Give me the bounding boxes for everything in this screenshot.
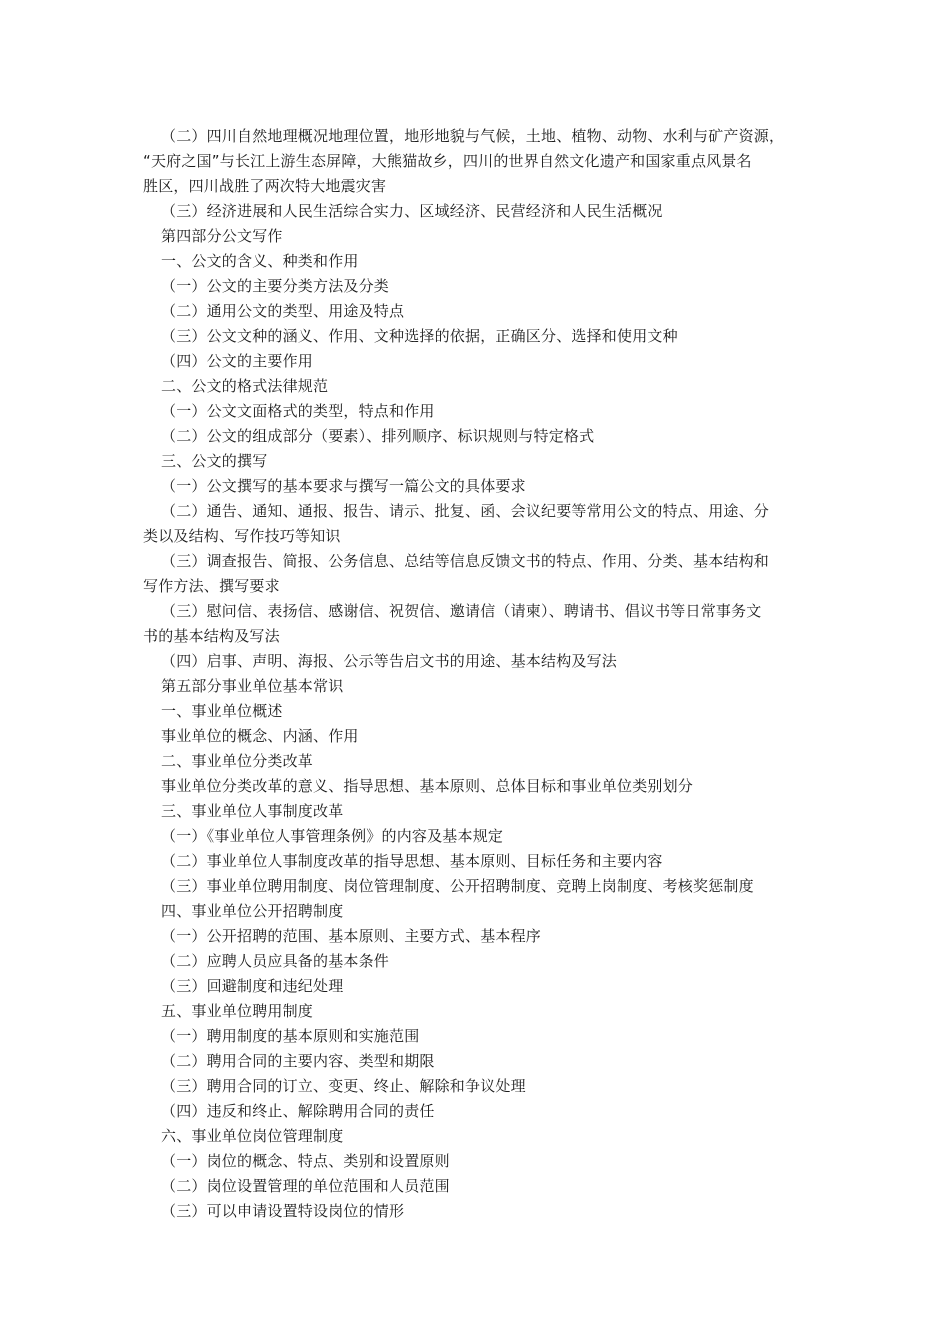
- text-line: 四、事业单位公开招聘制度: [161, 902, 344, 920]
- text-line: 类以及结构、写作技巧等知识: [143, 527, 341, 545]
- text-line: （一）公文的主要分类方法及分类: [161, 277, 390, 295]
- text-line: （二）通用公文的类型、用途及特点: [161, 302, 405, 320]
- text-line: （一）公开招聘的范围、基本原则、主要方式、基本程序: [161, 927, 542, 945]
- text-line: （四）启事、声明、海报、公示等告启文书的用途、基本结构及写法: [161, 652, 618, 670]
- text-line: （二）岗位设置管理的单位范围和人员范围: [161, 1177, 450, 1195]
- text-line: （二）应聘人员应具备的基本条件: [161, 952, 390, 970]
- text-line: （二）聘用合同的主要内容、类型和期限: [161, 1052, 435, 1070]
- text-line: “天府之国”与长江上游生态屏障，大熊猫故乡，四川的世界自然文化遗产和国家重点风景名: [143, 152, 752, 170]
- text-line: 事业单位的概念、内涵、作用: [161, 727, 359, 745]
- text-line: 第五部分事业单位基本常识: [161, 677, 344, 695]
- text-line: （三）公文文种的涵义、作用、文种选择的依据，正确区分、选择和使用文种: [161, 327, 678, 345]
- text-line: （二）公文的组成部分（要素）、排列顺序、标识规则与特定格式: [161, 427, 595, 445]
- text-line: （二）通告、通知、通报、报告、请示、批复、函、会议纪要等常用公文的特点、用途、分: [161, 502, 770, 520]
- text-line: 第四部分公文写作: [161, 227, 283, 245]
- text-line: 三、公文的撰写: [161, 452, 268, 470]
- text-line: （三）调查报告、简报、公务信息、总结等信息反馈文书的特点、作用、分类、基本结构和: [161, 552, 770, 570]
- text-line: 三、事业单位人事制度改革: [161, 802, 344, 820]
- text-line: （三）可以申请设置特设岗位的情形: [161, 1202, 405, 1220]
- text-line: 写作方法、撰写要求: [143, 577, 280, 595]
- text-line: （一）聘用制度的基本原则和实施范围: [161, 1027, 420, 1045]
- text-line: （二）四川自然地理概况地理位置，地形地貌与气候，土地、植物、动物、水利与矿产资源，: [161, 127, 785, 145]
- text-line: 胜区，四川战胜了两次特大地震灾害: [143, 177, 387, 195]
- text-line: 一、公文的含义、种类和作用: [161, 252, 359, 270]
- text-line: （四）违反和终止、解除聘用合同的责任: [161, 1102, 435, 1120]
- text-line: （一）公文撰写的基本要求与撰写一篇公文的具体要求: [161, 477, 526, 495]
- text-line: （三）经济进展和人民生活综合实力、区域经济、民营经济和人民生活概况: [161, 202, 663, 220]
- text-line: 事业单位分类改革的意义、指导思想、基本原则、总体目标和事业单位类别划分: [161, 777, 694, 795]
- document-body: [143, 124, 808, 1224]
- text-line: （一）公文文面格式的类型，特点和作用: [161, 402, 435, 420]
- text-line: 书的基本结构及写法: [143, 627, 280, 645]
- text-line: 六、事业单位岗位管理制度: [161, 1127, 344, 1145]
- text-line: （三）回避制度和违纪处理: [161, 977, 344, 995]
- text-line: 一、事业单位概述: [161, 702, 283, 720]
- text-line: 二、事业单位分类改革: [161, 752, 314, 770]
- text-line: （四）公文的主要作用: [161, 352, 314, 370]
- text-line: （一）《事业单位人事管理条例》的内容及基本规定: [161, 827, 504, 845]
- text-line: （二）事业单位人事制度改革的指导思想、基本原则、目标任务和主要内容: [161, 852, 663, 870]
- text-line: （三）慰问信、表扬信、感谢信、祝贺信、邀请信（请柬）、聘请书、倡议书等日常事务文: [161, 602, 762, 620]
- text-line: （三）聘用合同的订立、变更、终止、解除和争议处理: [161, 1077, 526, 1095]
- text-line: 五、事业单位聘用制度: [161, 1002, 314, 1020]
- text-line: 二、公文的格式法律规范: [161, 377, 329, 395]
- text-line: （三）事业单位聘用制度、岗位管理制度、公开招聘制度、竞聘上岗制度、考核奖惩制度: [161, 877, 754, 895]
- text-line: （一）岗位的概念、特点、类别和设置原则: [161, 1152, 450, 1170]
